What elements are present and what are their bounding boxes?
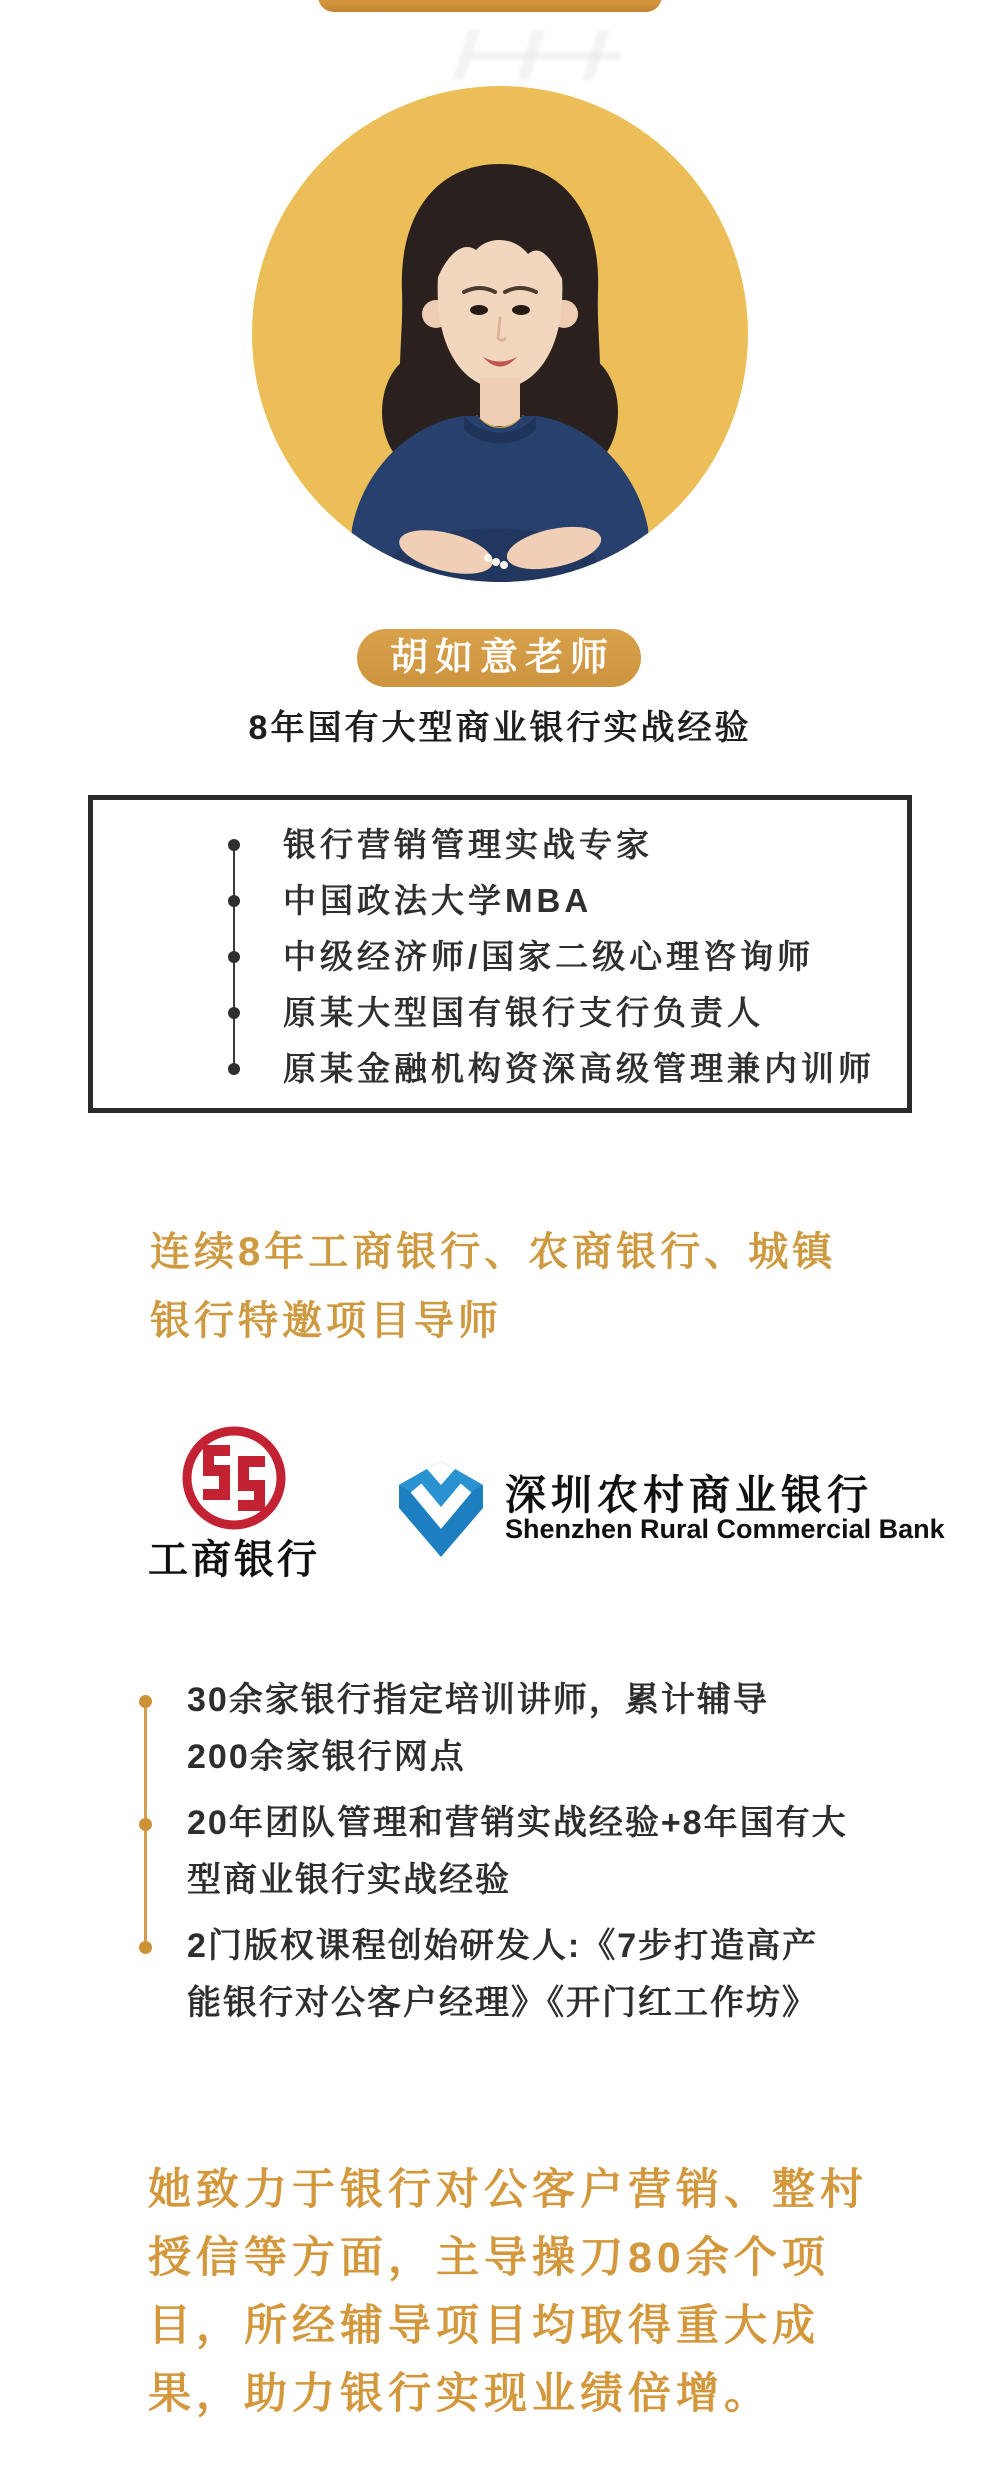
credential-text: 原某大型国有银行支行负责人 [283,994,764,1031]
closing-line: 授信等方面，主导操刀80余个项 [148,2234,830,2282]
highlight-line: 连续8年工商银行、农商银行、城镇 [150,1230,837,1274]
instructor-name-badge: 胡如意老师 [357,629,641,687]
achievement-line: 2门版权课程创始研发人:《7步打造高产 [187,1927,819,1965]
instructor-photo [252,86,748,582]
blue-gem-check-icon [392,1458,490,1560]
instructor-tagline: 8年国有大型商业银行实战经验 [248,709,752,747]
bullet-dot-icon [228,839,240,851]
closing-line: 果，助力银行实现业绩倍增。 [148,2370,772,2418]
gold-bullet-dot-icon [139,1818,152,1831]
icbc-bank-name: 工商银行 [148,1538,320,1582]
achievement-line: 能银行对公客户经理》《开门红工作坊》 [187,1984,818,2022]
achievement-line: 200余家银行网点 [187,1738,466,1776]
szrcb-bank-name-cn: 深圳农村商业银行 [505,1472,873,1518]
portrait-illustration [252,86,748,582]
credentials-box [88,795,912,1113]
bullet-dot-icon [228,895,240,907]
credential-item [93,873,907,929]
icbc-ring-emblem-icon [180,1424,288,1532]
credential-item [93,817,907,873]
credential-text: 原某金融机构资深高级管理兼内训师 [283,1050,875,1087]
watermark-stroke [470,52,620,60]
highlight-heading [150,1218,930,1356]
achievement-line: 30余家银行指定培训讲师，累计辅导 [187,1681,769,1719]
achievement-item [133,1795,893,1909]
achievements-list [133,1672,893,2041]
credential-item [93,929,907,985]
credential-item [93,985,907,1041]
achievement-line: 20年团队管理和营销实战经验+8年国有大 [187,1804,848,1842]
credentials-list [93,817,907,1097]
gold-bullet-dot-icon [139,1941,152,1954]
highlight-line: 银行特邀项目导师 [150,1299,502,1343]
bullet-dot-icon [228,1063,240,1075]
szrcb-bank-name-en: Shenzhen Rural Commercial Bank [505,1514,945,1544]
credential-text: 中级经济师/国家二级心理咨询师 [283,938,815,975]
gold-bullet-dot-icon [139,1695,152,1708]
achievement-item [133,1918,893,2032]
closing-line: 目，所经辅导项目均取得重大成 [148,2302,820,2350]
credential-text: 银行营销管理实战专家 [283,826,653,863]
bullet-dot-icon [228,1007,240,1019]
achievement-item [133,1672,893,1786]
closing-line: 她致力于银行对公客户营销、整村 [148,2166,868,2214]
bullet-dot-icon [228,951,240,963]
credential-text: 中国政法大学MBA [283,882,593,919]
credential-item [93,1041,907,1097]
achievement-line: 型商业银行实战经验 [187,1861,511,1899]
top-ribbon [318,0,662,12]
closing-paragraph [148,2156,888,2428]
